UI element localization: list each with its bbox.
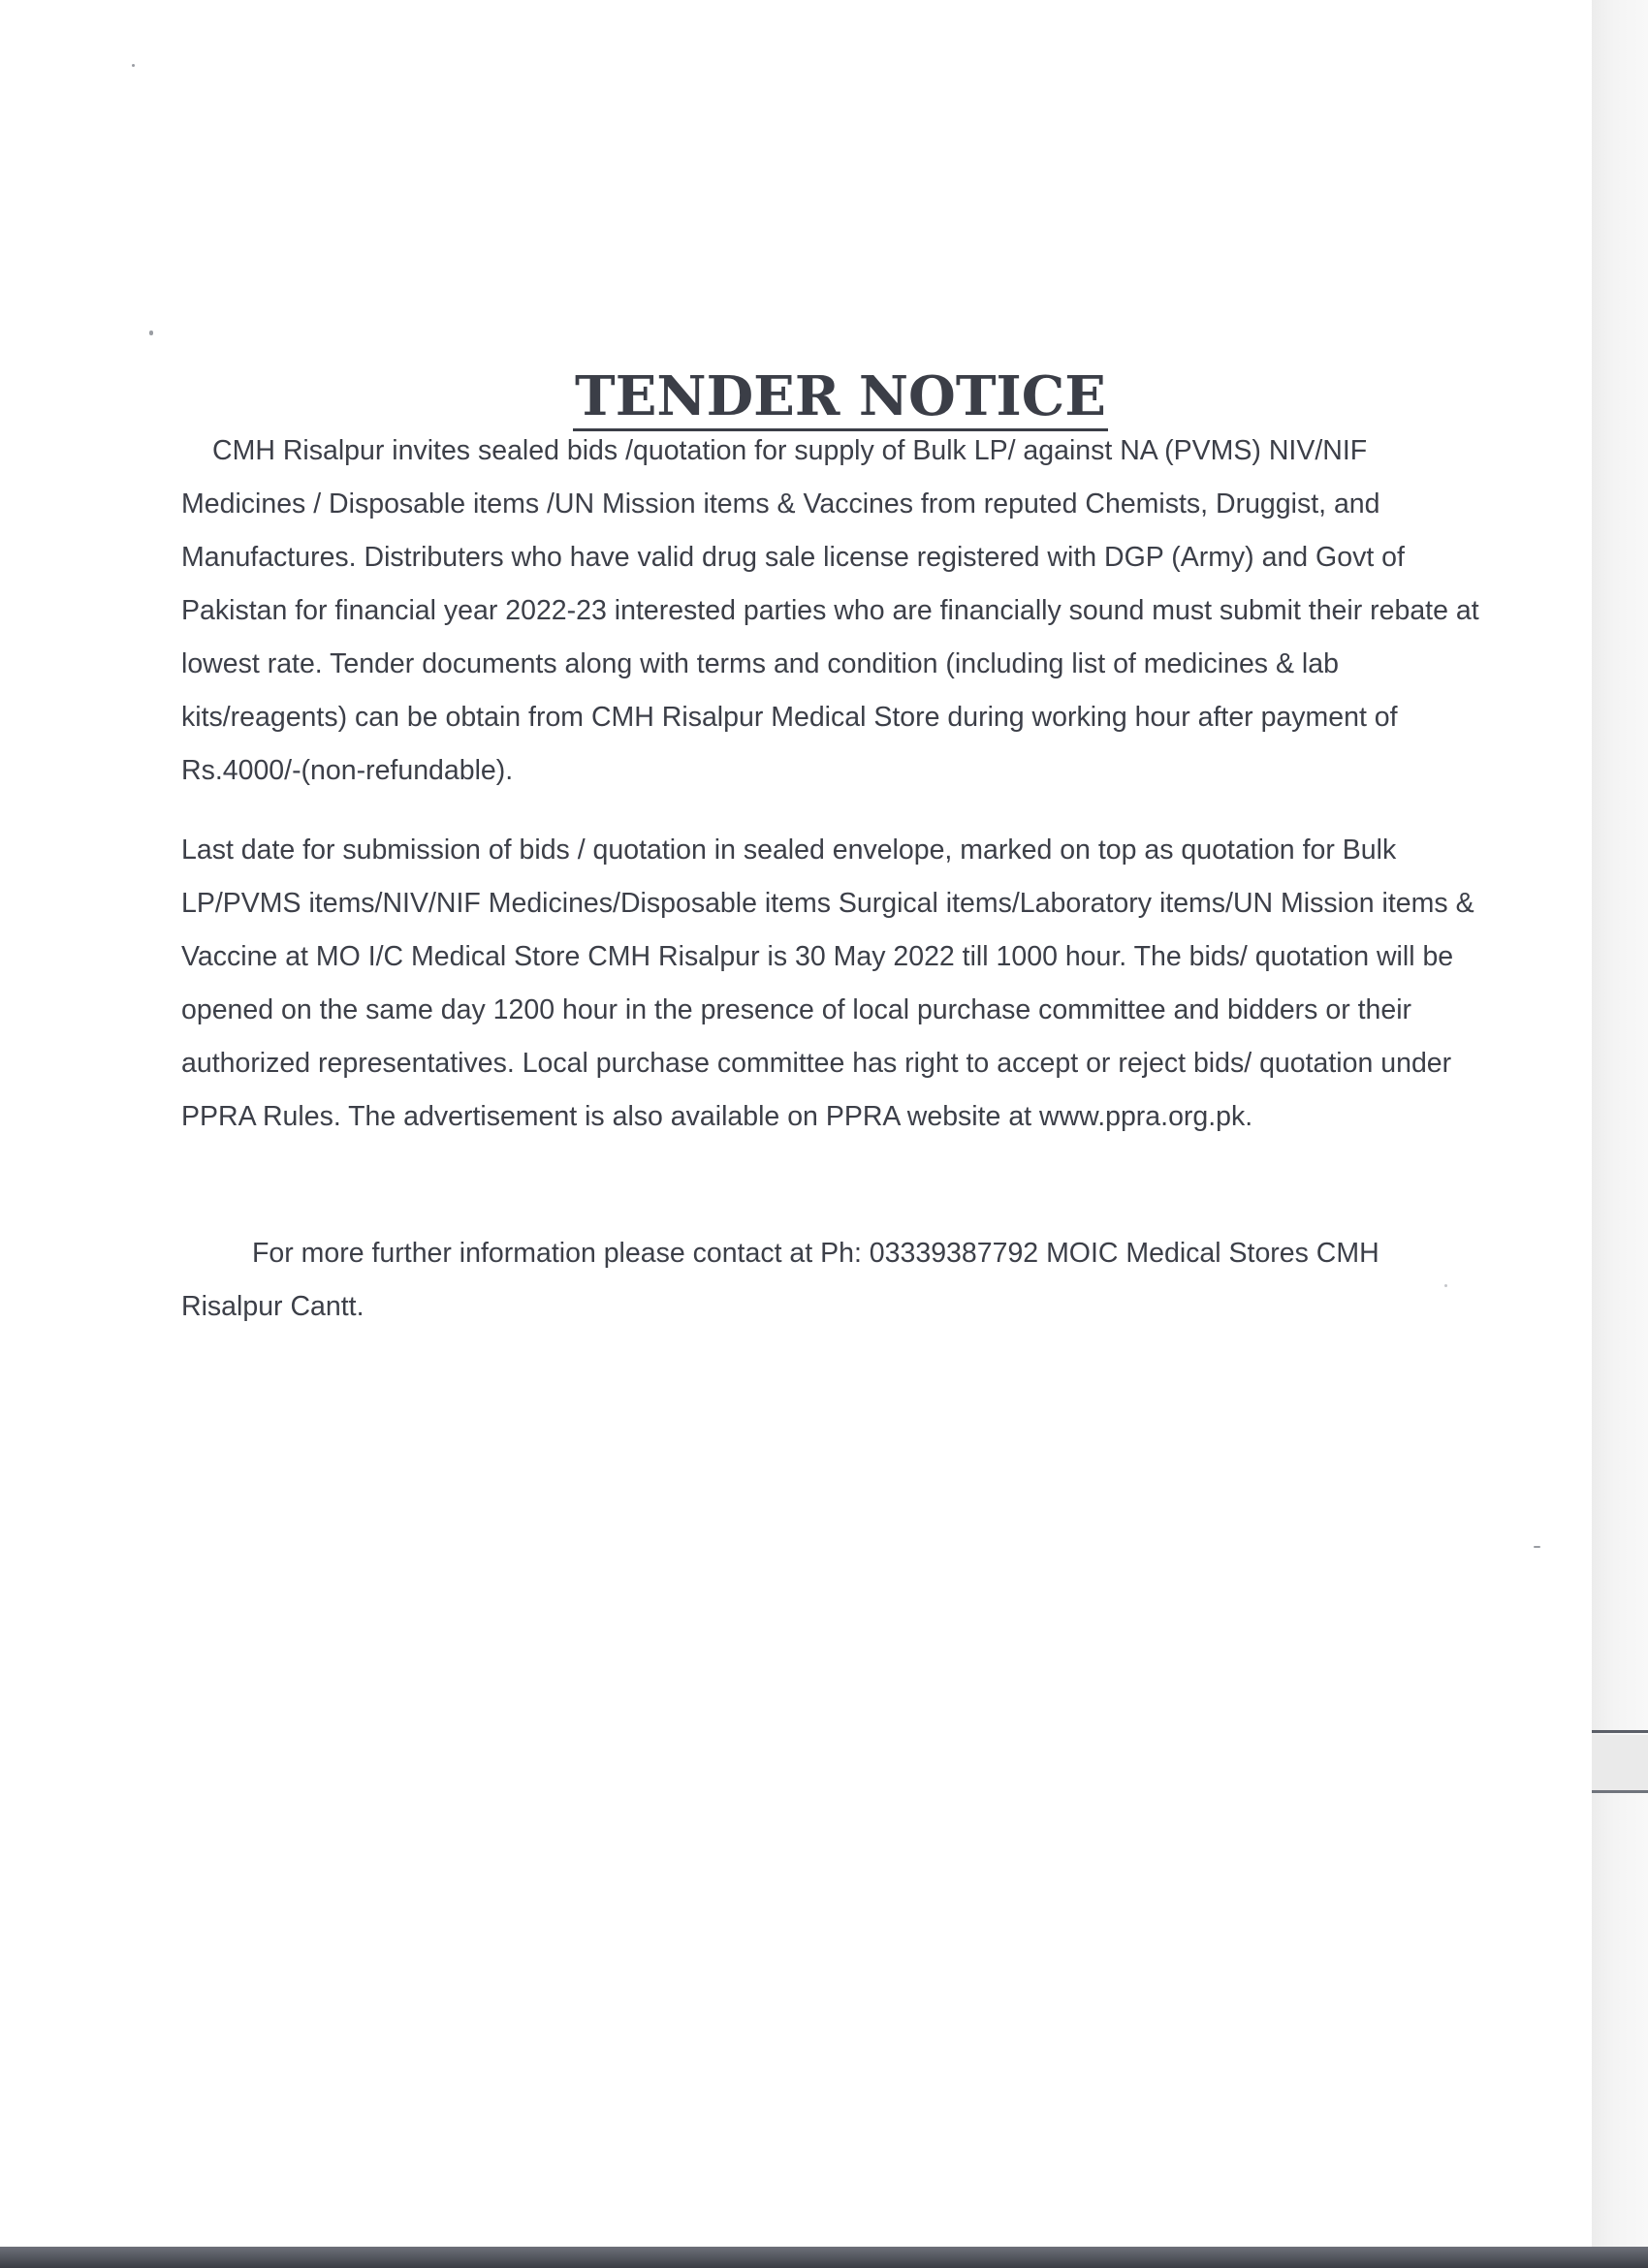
submission-paragraph: Last date for submission of bids / quotation in sealed envelope, marked on top as quotation for Bulk LP/PVMS items/NIV/NIF Medicines/Disposable items Surgical items/Laboratory items/UN Mission items & Vaccine at MO I/C Medical Store CMH Risalpur is 30 May 2022 till 1000 hour. The bids/ quotation will be opened on the same day 1200 hour in the presence of local purchase committee and bidders or their authorized representatives. Local purchase committee has right to accept or reject bids/ quotation under PPRA Rules. The advertisement is also available on PPRA website at www.ppra.org.pk.	[181, 835, 1474, 1132]
scan-edge-line-bottom	[1592, 1790, 1648, 1793]
scan-speck	[149, 331, 153, 335]
page-title-text: TENDER NOTICE	[573, 366, 1108, 431]
scan-edge-line-top	[1592, 1730, 1648, 1733]
scan-speck	[1534, 1546, 1540, 1548]
scan-edge-band	[1592, 1735, 1648, 1791]
invitation-paragraph: CMH Risalpur invites sealed bids /quotation for supply of Bulk LP/ against NA (PVMS) NIV/NIF Medicines / Disposable items /UN Mission items & Vaccines from reputed Chemists, Druggist, and Manufactures. Distributers who have valid drug sale license registered with DGP (Army) and Govt of Pakistan for financial year 2022-23 interested parties who are financially sound must submit their rebate at lowest rate. Tender documents along with terms and condition (including list of medicines & lab kits/reagents) can be obtain from CMH Risalpur Medical Store during working hour after payment of Rs.4000/-(non-refundable).	[181, 435, 1479, 786]
scan-edge-bottom	[0, 2247, 1648, 2268]
scan-edge-right	[1592, 0, 1648, 2268]
contact-paragraph: For more further information please contact at Ph: 03339387792 MOIC Medical Stores CMH Risalpur Cantt.	[181, 1238, 1379, 1322]
scan-speck	[132, 64, 135, 67]
page-title	[0, 362, 1648, 431]
